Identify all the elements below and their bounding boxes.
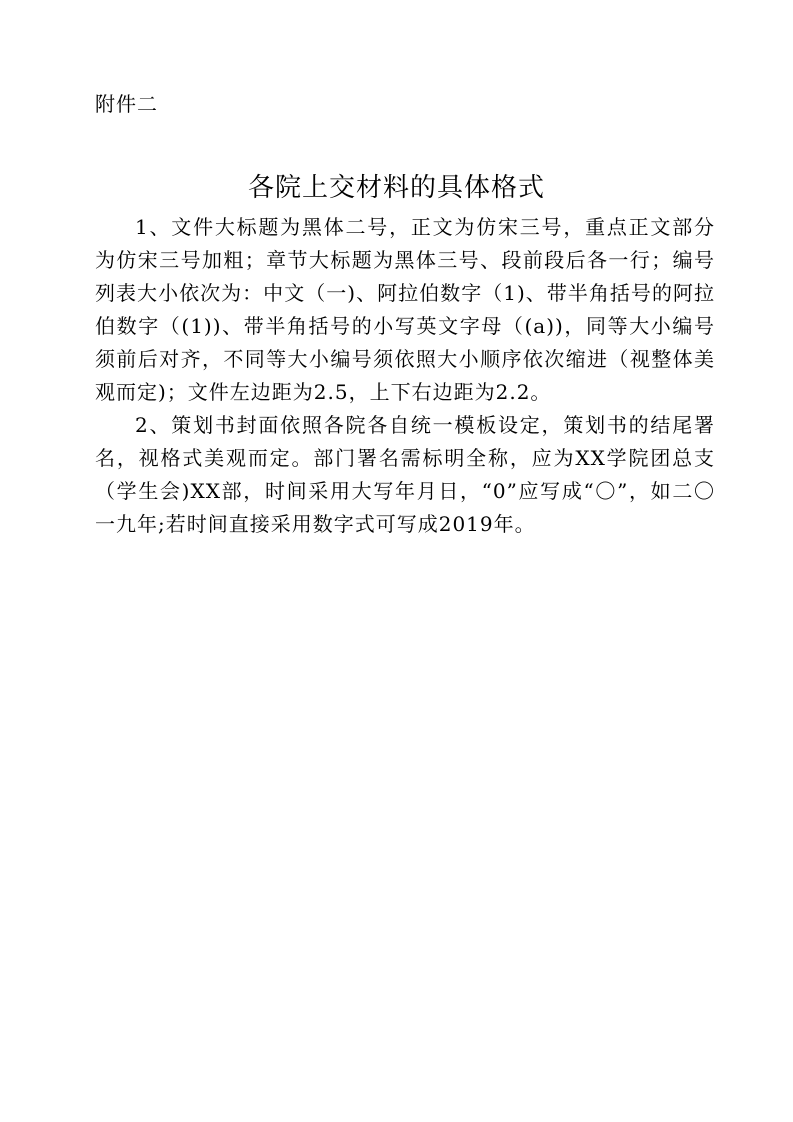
document-body (95, 211, 715, 541)
paragraph-format-rules: 1、文件大标题为黑体二号，正文为仿宋三号，重点正文部分为仿宋三号加粗；章节大标题为黑体三号、段前段后各一行；编号列表大小依次为：中文（一)、阿拉伯数字（1)、带半角括号的阿拉伯数字（(1))、带半角括号的小写英文字母（(a))，同等大小编号须前后对齐，不同等大小编号须依照大小顺序依次缩进（视整体美观而定)；文件左边距为2.5，上下右边距为2.2。 (95, 215, 715, 404)
document-title: 各院上交材料的具体格式 (247, 173, 545, 203)
paragraph-cover-signature-rules: 2、策划书封面依照各院各自统一模板设定，策划书的结尾署名，视格式美观而定。部门署名需标明全称，应为XX学院团总支（学生会)XX部，时间采用大写年月日，“0”应写成“〇”，如二〇一九年;若时间直接采用数字式可写成2019年。 (95, 413, 715, 536)
attachment-label: 附件二 (95, 92, 158, 116)
